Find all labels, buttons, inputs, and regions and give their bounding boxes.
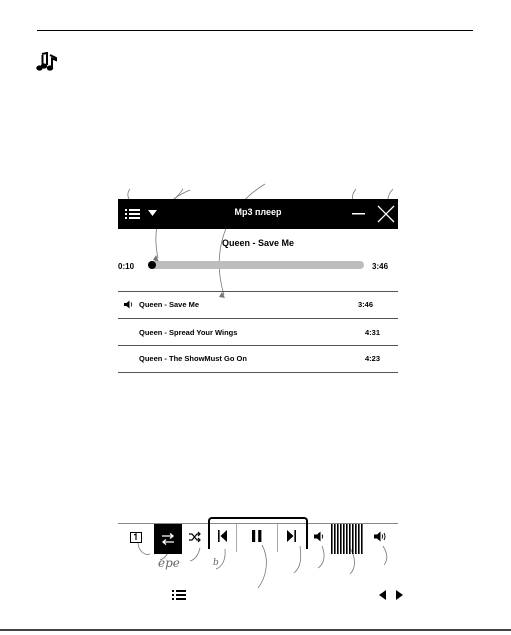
pause-icon[interactable] [252, 530, 262, 542]
track-name: Queen - Save Me [139, 300, 200, 309]
track-duration: 3:46 [357, 300, 373, 309]
next-icon[interactable] [286, 530, 296, 542]
progress-fill [148, 261, 156, 269]
player-title: Mp3 плеер [234, 207, 282, 217]
playlist-divider [118, 318, 398, 319]
previous-icon[interactable] [218, 530, 228, 542]
repeat-icon [161, 533, 175, 545]
elapsed-time: 0:10 [118, 262, 135, 271]
playlist-icon[interactable] [130, 532, 142, 543]
divider [236, 524, 237, 552]
annotation-label: b [213, 558, 219, 568]
track-duration: 4:23 [364, 354, 380, 363]
now-playing-title: Queen - Save Me [221, 238, 295, 248]
bottom-rule [0, 629, 511, 631]
close-icon[interactable] [377, 205, 395, 223]
divider [277, 524, 278, 552]
player-header [118, 199, 398, 229]
volume-up-icon[interactable] [374, 531, 387, 542]
total-time: 3:46 [372, 262, 389, 271]
playlist-divider [118, 291, 398, 292]
volume-down-icon[interactable] [314, 531, 325, 542]
playlist-divider [118, 345, 398, 346]
track-name: Queen - Spread Your Wings [139, 328, 238, 337]
track-name: Queen - The ShowMust Go On [139, 354, 247, 363]
progress-track[interactable] [148, 261, 364, 269]
annotation-label: ере [158, 556, 180, 570]
minimize-icon[interactable] [352, 213, 365, 215]
playlist-divider [118, 372, 398, 373]
repeat-button[interactable] [154, 524, 182, 554]
speaker-icon [124, 300, 134, 309]
track-duration: 4:31 [364, 328, 380, 337]
list-icon [172, 589, 186, 601]
volume-level-bars[interactable] [330, 524, 364, 554]
arrow-left-right-icon [379, 590, 403, 600]
shuffle-icon[interactable] [188, 531, 202, 543]
